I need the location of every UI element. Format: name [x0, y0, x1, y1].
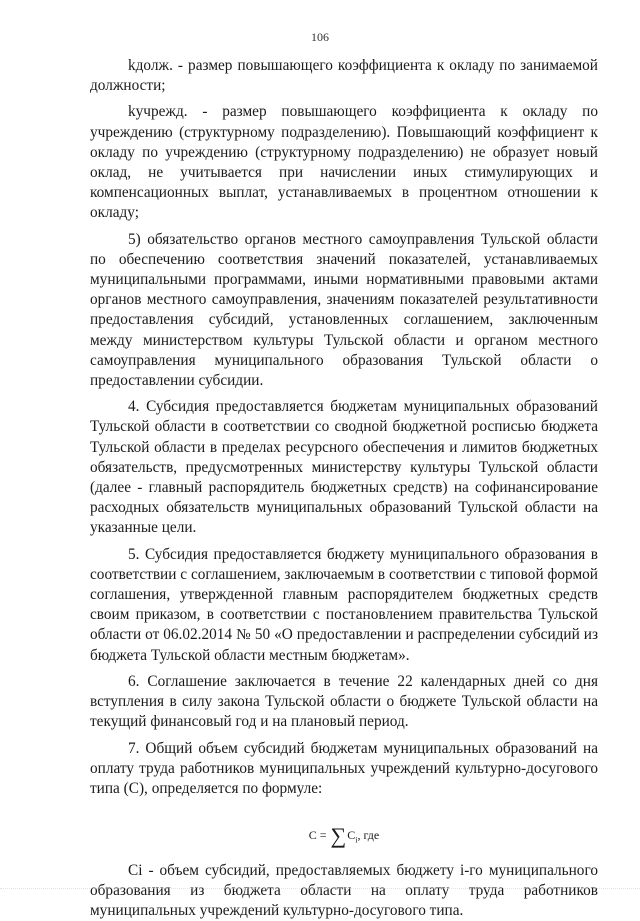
paragraph-clause-4: 4. Субсидия предоставляется бюджетам муниципальных образований Тульской области в соответствии со сводной бюджетной росписью бюджета Тульской области в пределах ресурсного обеспечения и лимитов бюджетных обязательств, предусмотренных министерству культуры Тульской области (далее - главный распорядитель бюджетных средств) на софинансирование расходных обязательств муниципальных образований Тульской области на указанные цели. [90, 397, 598, 538]
document-body [90, 56, 598, 921]
sum-symbol: ∑ [331, 823, 347, 848]
formula-subscript: i [355, 836, 357, 845]
paragraph-kuchrezhd: kучрежд. - размер повышающего коэффициента к окладу по учреждению (структурному подразделению). Повышающий коэффициент к окладу по учреждению (структурному подразделению) не образует новый оклад, не учитывается при начислении иных стимулирующих и компенсационных выплат, устанавливаемых в процентном отношении к окладу; [90, 102, 598, 223]
paragraph-item-5-obligation: 5) обязательство органов местного самоуправления Тульской области по обеспечению соответствия значений показателей, устанавливаемых муниципальными программами, иными нормативными правовыми актами органов местного самоуправления, значениям показателей результативности предоставления субсидий, установленных соглашением, заключенным между министерством культуры Тульской области и органом местного самоуправления муниципального образования Тульской области о предоставлении субсидии. [90, 230, 598, 392]
paragraph-kdolzh: kдолж. - размер повышающего коэффициента к окладу по занимаемой должности; [90, 56, 598, 96]
paragraph-clause-5: 5. Субсидия предоставляется бюджету муниципального образования в соответствии с соглашением, заключаемым в соответствии с типовой формой соглашения, утвержденной главным распорядителем бюджетных средств своим приказом, в соответствии с постановлением правительства Тульской области от 06.02.2014 № 50 «О предоставлении и распределении субсидий из бюджета Тульской области местным бюджетам». [90, 545, 598, 666]
formula-lhs: C = [309, 828, 327, 842]
paragraph-ci-definition: Ci - объем субсидий, предоставляемых бюджету i-го муниципального образования из бюджета области на оплату труда работников муниципальных учреждений культурно-досугового типа. [90, 861, 598, 921]
formula-suffix: , где [357, 828, 379, 842]
subsidy-formula [90, 825, 598, 850]
formula-term: C [347, 828, 355, 842]
paragraph-clause-7: 7. Общий объем субсидий бюджетам муниципальных образований на оплату труда работников муниципальных учреждений культурно-досугового типа (С), определяется по формуле: [90, 739, 598, 800]
scan-artifact-line [0, 886, 640, 889]
paragraph-clause-6: 6. Соглашение заключается в течение 22 календарных дней со дня вступления в силу закона Тульской области о бюджете Тульской области на текущий финансовый год и на плановый период. [90, 672, 598, 733]
page-number: 106 [0, 30, 640, 45]
